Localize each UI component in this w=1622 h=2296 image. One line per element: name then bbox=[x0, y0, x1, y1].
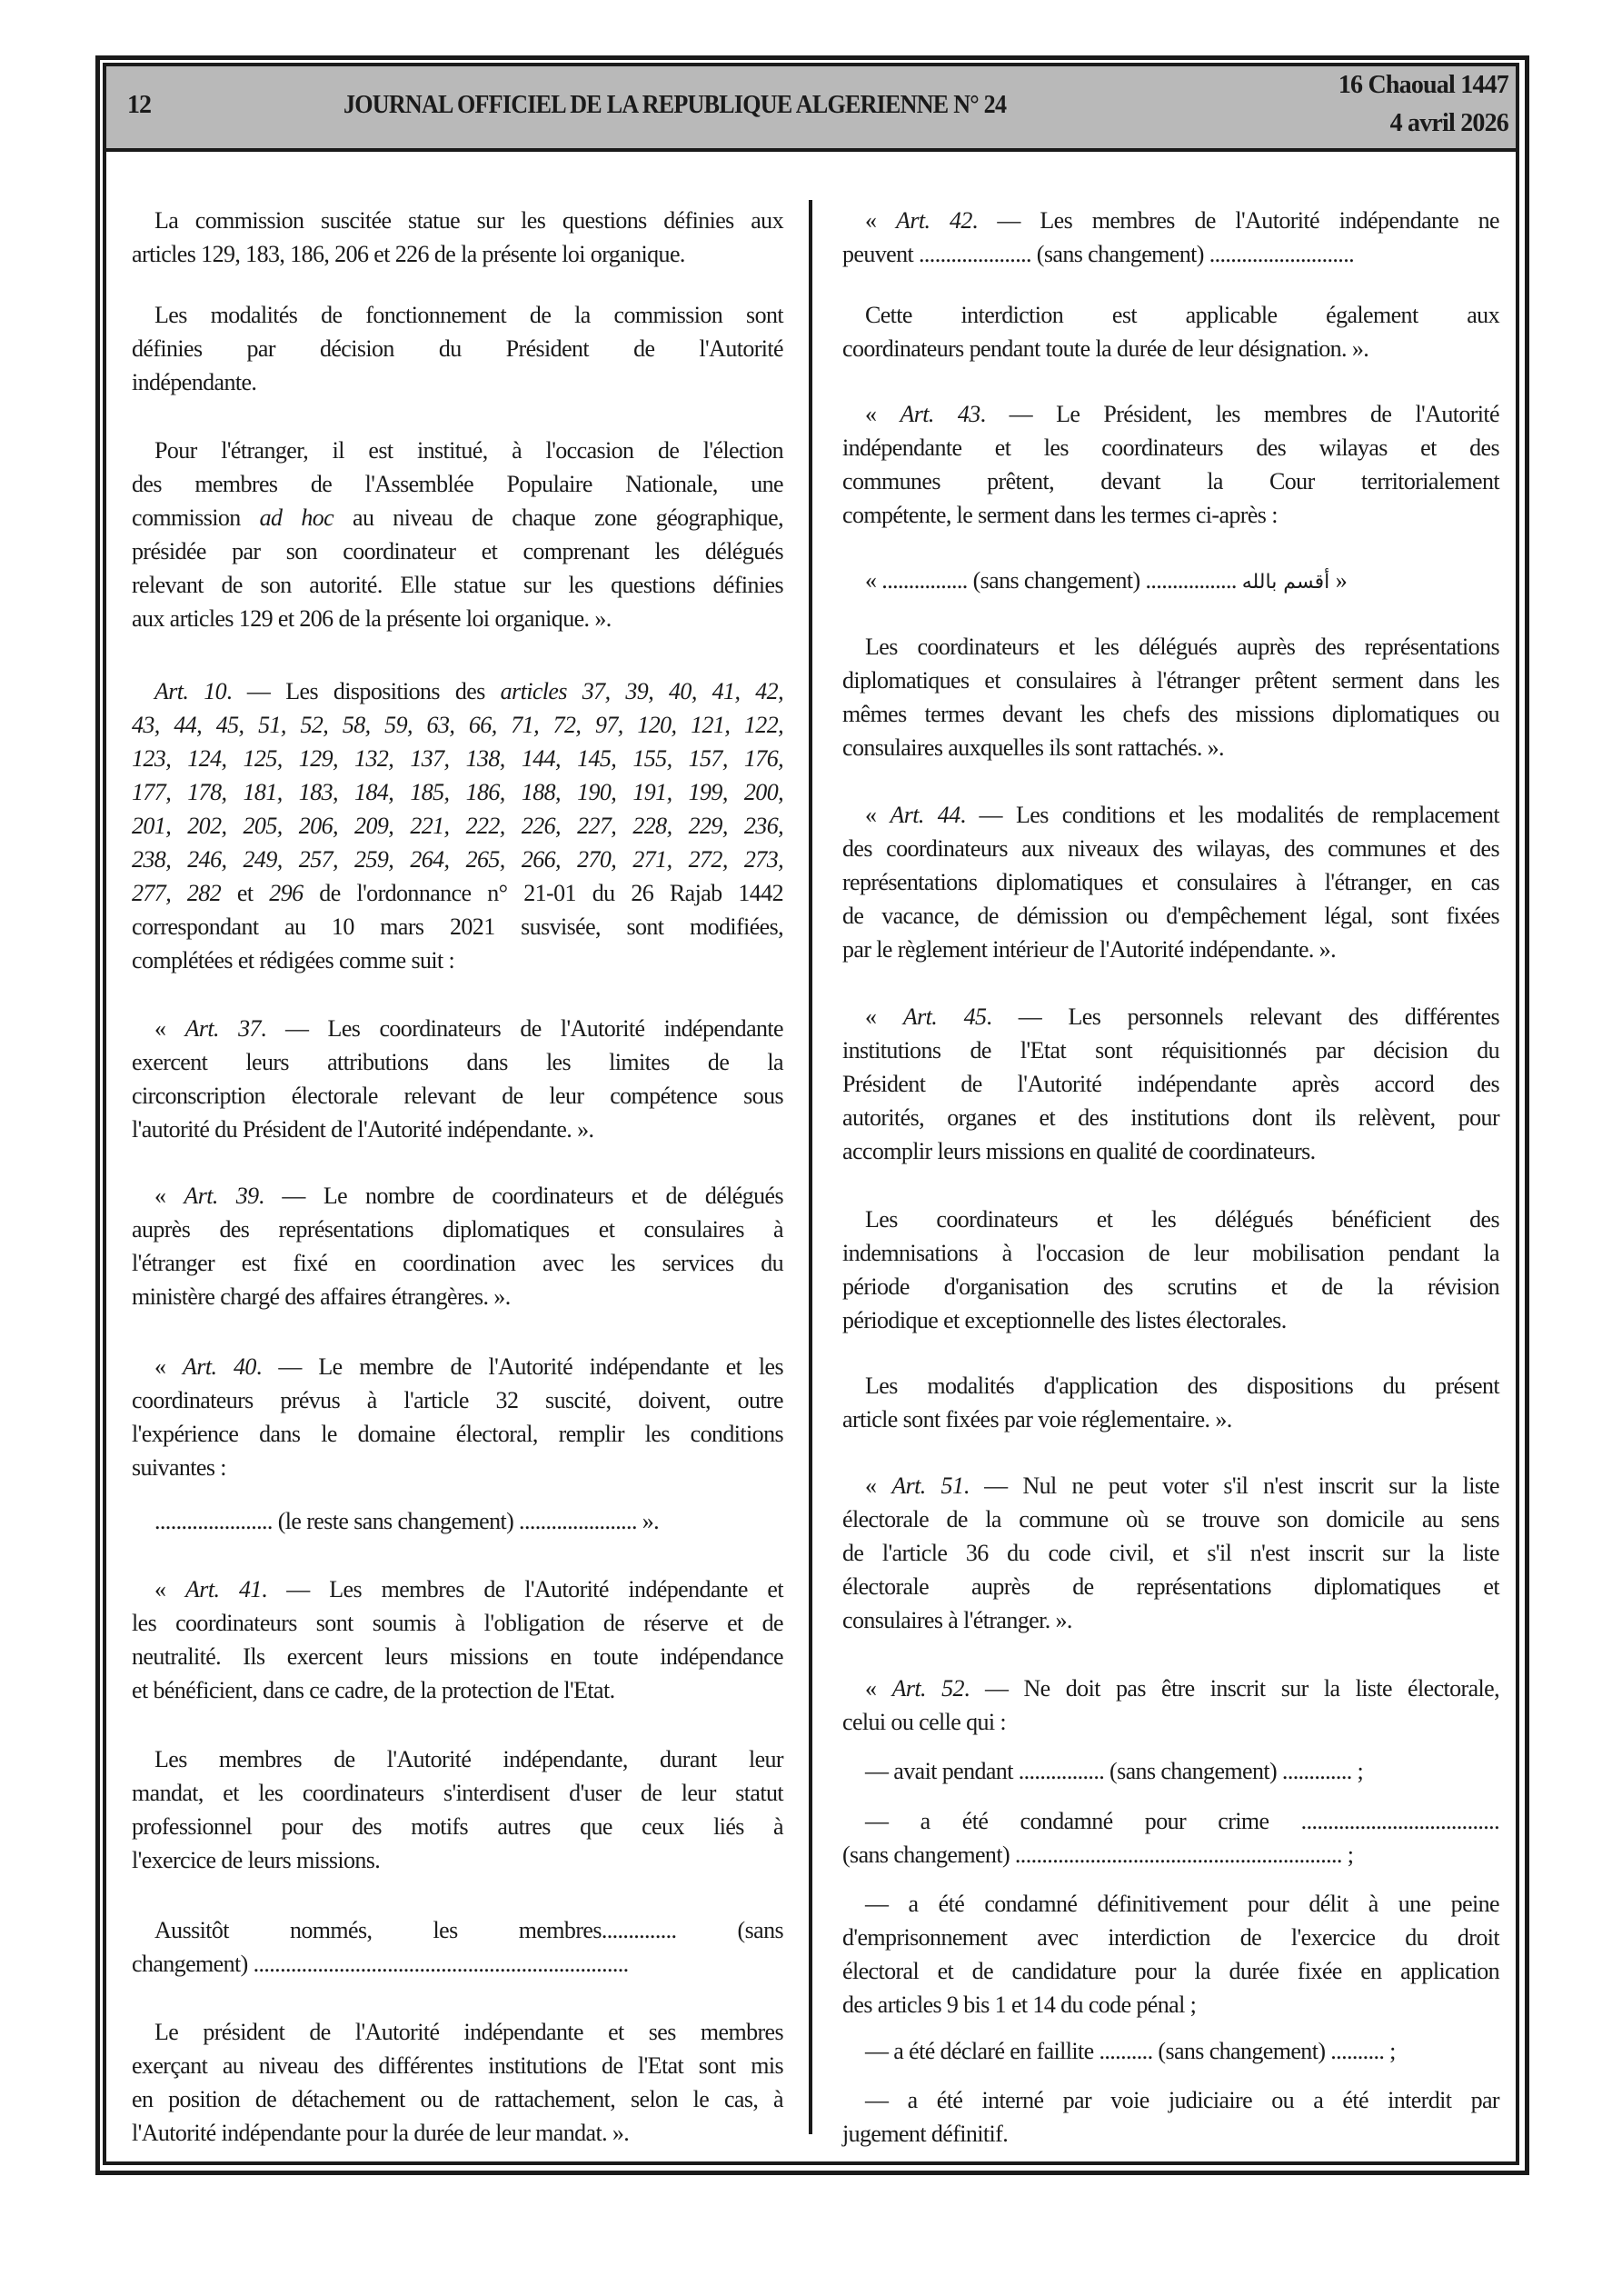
column-divider bbox=[809, 200, 812, 2134]
text-line: des articles 9 bis 1 et 14 du code pénal ; bbox=[842, 1992, 1197, 2018]
text-line: « Art. 41. — Les membres de l'Autorité indépendante et bbox=[154, 1576, 783, 1602]
text-line: « Art. 42. — Les membres de l'Autorité indépendante ne bbox=[865, 207, 1499, 234]
text-line: ...................... (le reste sans changement) ...................... ». bbox=[154, 1508, 660, 1534]
text-line: Les membres de l'Autorité indépendante, durant leur bbox=[154, 1746, 783, 1772]
text-line: les coordinateurs sont soumis à l'obligation de réserve et de bbox=[132, 1610, 783, 1636]
text-line: Cette interdiction est applicable également aux bbox=[865, 302, 1499, 328]
text-line: « Art. 51. — Nul ne peut voter s'il n'est inscrit sur la liste bbox=[865, 1472, 1499, 1499]
paragraph bbox=[842, 1469, 1499, 1637]
text-line: circonscription électorale relevant de leur compétence sous bbox=[132, 1083, 783, 1109]
text-line: Art. 10. — Les dispositions des articles 37, 39, 40, 41, 42, bbox=[154, 678, 783, 704]
text-line: 238, 246, 249, 257, 259, 264, 265, 266, 270, 271, 272, 273, bbox=[132, 846, 783, 873]
text-line: institutions de l'Etat sont réquisitionnés par décision du bbox=[842, 1037, 1499, 1063]
paragraph bbox=[132, 674, 783, 977]
text-line: exerçant au niveau des différentes institutions de l'Etat sont mis bbox=[132, 2052, 783, 2079]
text-line: changement) ...................................................................... bbox=[132, 1951, 629, 1977]
text-line: « ................ (sans changement) ................. أقسم بالله » bbox=[865, 567, 1348, 594]
text-line: accomplir leurs missions en qualité de coordinateurs. bbox=[842, 1138, 1316, 1164]
paragraph bbox=[132, 1012, 783, 1146]
paragraph bbox=[842, 1672, 1499, 1739]
text-line: autorités, organes et des institutions dont ils relèvent, pour bbox=[842, 1104, 1499, 1131]
text-line: — a été condamné pour crime ..................................... bbox=[865, 1808, 1499, 1834]
paragraph bbox=[842, 1887, 1499, 2021]
text-line: Président de l'Autorité indépendante après accord des bbox=[842, 1071, 1499, 1097]
paragraph bbox=[842, 798, 1499, 966]
text-line: par le règlement intérieur de l'Autorité indépendante. ». bbox=[842, 936, 1336, 963]
text-line: aux articles 129 et 206 de la présente loi organique. ». bbox=[132, 605, 612, 632]
text-line: périodique et exceptionnelle des listes électorales. bbox=[842, 1307, 1287, 1333]
text-line: Les coordinateurs et les délégués auprès des représentations bbox=[865, 634, 1499, 660]
text-line: professionnel pour des motifs autres que ceux liés à bbox=[132, 1813, 783, 1840]
text-line: électorale de la commune où se trouve son domicile au sens bbox=[842, 1506, 1499, 1532]
text-line: « Art. 40. — Le membre de l'Autorité indépendante et les bbox=[154, 1353, 783, 1380]
text-line: Pour l'étranger, il est institué, à l'occasion de l'élection bbox=[154, 437, 783, 464]
paragraph bbox=[132, 1572, 783, 1707]
text-line: — a été condamné définitivement pour délit à une peine bbox=[865, 1891, 1499, 1917]
paragraph bbox=[132, 1913, 783, 1981]
text-line: et bénéficient, dans ce cadre, de la protection de l'Etat. bbox=[132, 1677, 615, 1703]
text-line: exercent leurs attributions dans les limites de la bbox=[132, 1049, 783, 1075]
text-line: Aussitôt nommés, les membres.............. (sans bbox=[154, 1917, 783, 1943]
text-line: 177, 178, 181, 183, 184, 185, 186, 188, 190, 191, 199, 200, bbox=[132, 779, 783, 805]
paragraph bbox=[132, 2015, 783, 2150]
text-line: électoral et de candidature pour la durée fixée en application bbox=[842, 1958, 1499, 1984]
text-line: électorale auprès de représentations diplomatiques et bbox=[842, 1573, 1499, 1600]
text-line: jugement définitif. bbox=[842, 2121, 1009, 2147]
text-line: Les modalités de fonctionnement de la commission sont bbox=[154, 302, 783, 328]
text-line: consulaires auxquelles ils sont rattachés. ». bbox=[842, 734, 1224, 761]
date-hijri: 16 Chaoual 1447 bbox=[1338, 71, 1508, 99]
text-line: des coordinateurs aux niveaux des wilayas, des communes et des bbox=[842, 835, 1499, 862]
text-line: diplomatiques et consulaires à l'étranger prêtent serment dans les bbox=[842, 667, 1499, 694]
text-line: de vacance, de démission ou d'empêchement légal, sont fixées bbox=[842, 903, 1499, 929]
text-line: « Art. 45. — Les personnels relevant des différentes bbox=[865, 1003, 1499, 1030]
text-line: celui ou celle qui : bbox=[842, 1709, 1007, 1735]
text-line: d'emprisonnement avec interdiction de l'exercice du droit bbox=[842, 1924, 1499, 1951]
journal-title: JOURNAL OFFICIEL DE LA REPUBLIQUE ALGERIENNE N° 24 bbox=[343, 91, 1007, 119]
paragraph bbox=[132, 298, 783, 399]
text-line: neutralité. Ils exercent leurs missions en toute indépendance bbox=[132, 1643, 783, 1670]
text-line: l'Autorité indépendante pour la durée de leur mandat. ». bbox=[132, 2120, 630, 2146]
paragraph bbox=[842, 397, 1499, 532]
text-line: 277, 282 et 296 de l'ordonnance n° 21-01 du 26 Rajab 1442 bbox=[132, 880, 783, 906]
text-line: coordinateurs prévus à l'article 32 suscité, doivent, outre bbox=[132, 1387, 783, 1413]
text-line: Les modalités d'application des dispositions du présent bbox=[865, 1373, 1499, 1399]
text-line: complétées et rédigées comme suit : bbox=[132, 947, 455, 973]
paragraph bbox=[842, 2083, 1499, 2151]
text-line: mandat, et les coordinateurs s'interdisent d'user de leur statut bbox=[132, 1780, 783, 1806]
text-line: l'exercice de leurs missions. bbox=[132, 1847, 381, 1873]
paragraph bbox=[132, 1504, 783, 1538]
text-line: période d'organisation des scrutins et de la révision bbox=[842, 1273, 1499, 1300]
text-line: représentations diplomatiques et consulaires à l'étranger, en cas bbox=[842, 869, 1499, 895]
text-line: ministère chargé des affaires étrangères. ». bbox=[132, 1283, 511, 1310]
text-line: l'étranger est fixé en coordination avec les services du bbox=[132, 1250, 783, 1276]
text-line: article sont fixées par voie réglementaire. ». bbox=[842, 1406, 1232, 1433]
paragraph bbox=[132, 1742, 783, 1877]
paragraph bbox=[132, 434, 783, 635]
paragraph bbox=[842, 630, 1499, 764]
paragraph bbox=[132, 204, 783, 271]
paragraph bbox=[132, 1179, 783, 1313]
text-line: des membres de l'Assemblée Populaire Nationale, une bbox=[132, 471, 783, 497]
text-line: correspondant au 10 mars 2021 susvisée, sont modifiées, bbox=[132, 913, 783, 940]
paragraph bbox=[842, 1369, 1499, 1436]
paragraph bbox=[842, 298, 1499, 365]
text-line: « Art. 39. — Le nombre de coordinateurs et de délégués bbox=[154, 1183, 783, 1209]
text-line: auprès des représentations diplomatiques et consulaires à bbox=[132, 1216, 783, 1243]
text-line: — a été interné par voie judiciaire ou a été interdit par bbox=[865, 2087, 1499, 2113]
paragraph bbox=[842, 2034, 1499, 2068]
text-line: 123, 124, 125, 129, 132, 137, 138, 144, 145, 155, 157, 176, bbox=[132, 745, 783, 772]
paragraph bbox=[132, 1350, 783, 1484]
text-line: — a été déclaré en faillite .......... (sans changement) .......... ; bbox=[865, 2038, 1396, 2064]
paragraph bbox=[842, 1804, 1499, 1872]
text-line: définies par décision du Président de l'Autorité bbox=[132, 335, 783, 362]
text-line: (sans changement) ............................................................. ; bbox=[842, 1842, 1354, 1868]
paragraph bbox=[842, 1203, 1499, 1337]
text-line: l'autorité du Président de l'Autorité indépendante. ». bbox=[132, 1116, 594, 1143]
text-line: « Art. 43. — Le Président, les membres de l'Autorité bbox=[865, 401, 1499, 427]
text-line: « Art. 52. — Ne doit pas être inscrit sur la liste électorale, bbox=[865, 1675, 1499, 1702]
date-gregorian: 4 avril 2026 bbox=[1389, 109, 1508, 137]
page-number: 12 bbox=[127, 91, 151, 119]
text-line: consulaires à l'étranger. ». bbox=[842, 1607, 1072, 1633]
paragraph bbox=[842, 564, 1499, 597]
text-line: indépendante et les coordinateurs des wilayas et des bbox=[842, 434, 1499, 461]
text-line: « Art. 37. — Les coordinateurs de l'Autorité indépendante bbox=[154, 1015, 783, 1042]
text-line: peuvent ..................... (sans changement) ........................... bbox=[842, 241, 1355, 267]
text-line: « Art. 44. — Les conditions et les modalités de remplacement bbox=[865, 802, 1499, 828]
text-line: présidée par son coordinateur et comprenant les délégués bbox=[132, 538, 783, 564]
paragraph bbox=[842, 204, 1499, 271]
paragraph bbox=[842, 1000, 1499, 1168]
text-line: Le président de l'Autorité indépendante et ses membres bbox=[154, 2019, 783, 2045]
text-line: mêmes termes devant les chefs des missions diplomatiques ou bbox=[842, 701, 1499, 727]
text-line: Les coordinateurs et les délégués bénéficient des bbox=[865, 1206, 1499, 1233]
text-line: communes prêtent, devant la Cour territorialement bbox=[842, 468, 1499, 494]
paragraph bbox=[842, 1754, 1499, 1788]
text-line: commission ad hoc au niveau de chaque zone géographique, bbox=[132, 504, 783, 531]
text-line: indépendante. bbox=[132, 369, 257, 395]
text-line: en position de détachement ou de rattachement, selon le cas, à bbox=[132, 2086, 783, 2112]
text-line: — avait pendant ................ (sans changement) ............. ; bbox=[865, 1758, 1364, 1784]
text-line: de l'article 36 du code civil, et s'il n'est inscrit sur la liste bbox=[842, 1540, 1499, 1566]
text-line: compétente, le serment dans les termes ci-après : bbox=[842, 502, 1278, 528]
text-line: suivantes : bbox=[132, 1454, 226, 1481]
text-line: l'expérience dans le domaine électoral, remplir les conditions bbox=[132, 1421, 783, 1447]
text-line: 43, 44, 45, 51, 52, 58, 59, 63, 66, 71, 72, 97, 120, 121, 122, bbox=[132, 712, 783, 738]
text-line: La commission suscitée statue sur les questions définies aux bbox=[154, 207, 783, 234]
text-line: relevant de son autorité. Elle statue sur les questions définies bbox=[132, 572, 783, 598]
text-line: 201, 202, 205, 206, 209, 221, 222, 226, 227, 228, 229, 236, bbox=[132, 813, 783, 839]
text-line: coordinateurs pendant toute la durée de leur désignation. ». bbox=[842, 335, 1369, 362]
text-line: articles 129, 183, 186, 206 et 226 de la présente loi organique. bbox=[132, 241, 685, 267]
text-line: indemnisations à l'occasion de leur mobilisation pendant la bbox=[842, 1240, 1499, 1266]
